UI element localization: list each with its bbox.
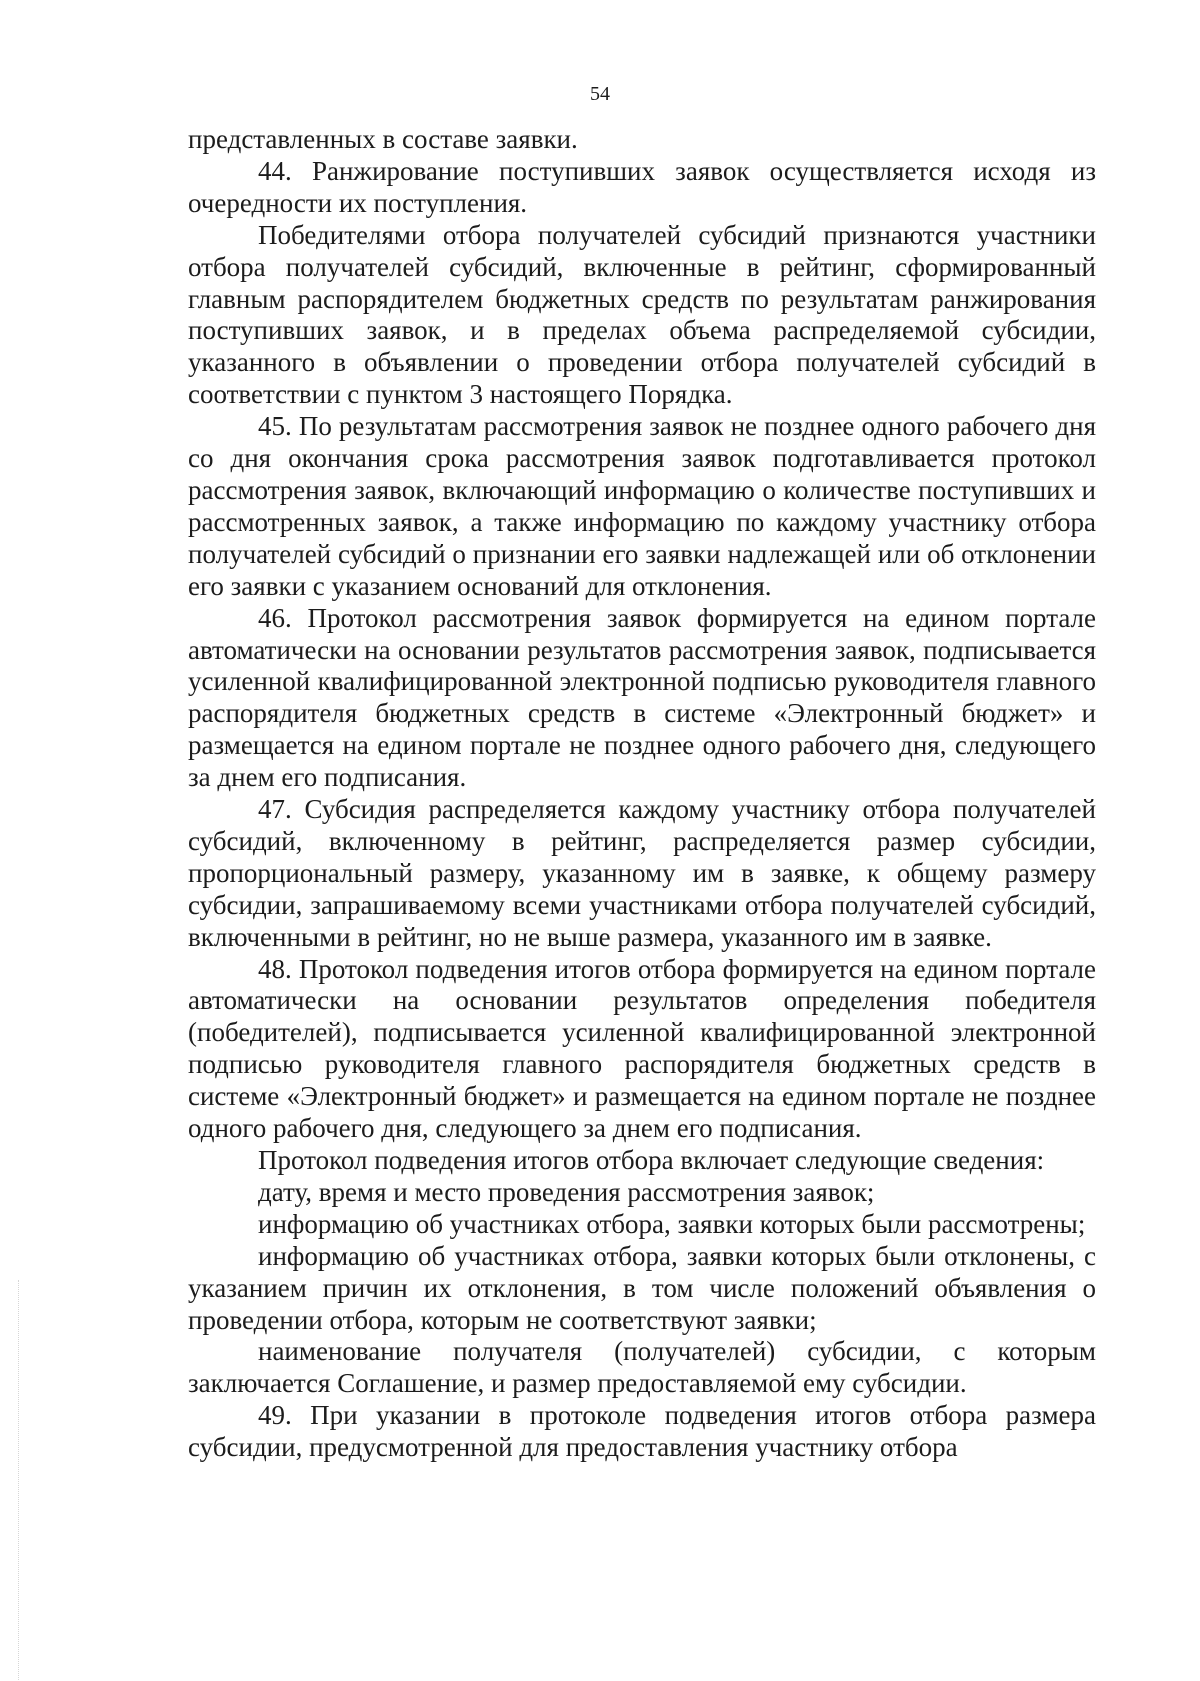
paragraph-winners: Победителями отбора получателей субсидий признаются участники отбора получателей субсидий, включенные в рейтинг, сформированный главным распорядителем бюджетных средств по результатам ранжирования поступивших заявок, и в пределах объема распределяемой субсидии, указанного в объявлении о проведении отбора получателей субсидий в соответствии с пунктом 3 настоящего Порядка.: [188, 219, 1096, 410]
list-item-reviewed-participants: информацию об участниках отбора, заявки которых были рассмотрены;: [258, 1208, 1086, 1239]
page-number: 54: [590, 83, 610, 105]
paragraph-protocol-contents: Протокол подведения итогов отбора включает следующие сведения:: [258, 1145, 1045, 1175]
scan-margin-marks: [18, 1280, 23, 1680]
paragraph-45: 45. По результатам рассмотрения заявок не позднее одного рабочего дня со дня окончания срока рассмотрения заявок подготавливается протокол рассмотрения заявок, включающий информацию о количестве поступивших и рассмотренных заявок, а также информацию по каждому участнику отбора получателей субсидий о признании его заявки надлежащей или об отклонении его заявки с указанием оснований для отклонения.: [188, 411, 1096, 601]
paragraph-continuation: представленных в составе заявки.: [188, 124, 578, 154]
paragraph-46: 46. Протокол рассмотрения заявок формируется на едином портале автоматически на основании результатов рассмотрения заявок, подписывается усиленной квалифицированной электронной подписью руководителя главного распорядителя бюджетных средств в системе «Электронный бюджет» и размещается на едином портале не позднее одного рабочего дня, следующего за днем его подписания.: [188, 602, 1096, 793]
paragraph-49: 49. При указании в протоколе подведения итогов отбора размера субсидии, предусмотренной для предоставления участнику отбора: [188, 1400, 1096, 1463]
list-item-date-time-place: дату, время и место проведения рассмотрения заявок;: [258, 1176, 875, 1207]
paragraph-47: 47. Субсидия распределяется каждому участнику отбора получателей субсидий, включенному в рейтинг, распределяется размер субсидии, пропорциональный размеру, указанному им в заявке, к общему размеру субсидии, запрашиваемому всеми участниками отбора получателей субсидий, включенными в рейтинг, но не выше размера, указанного им в заявке.: [188, 794, 1096, 952]
list-item-recipient-name: наименование получателя (получателей) субсидии, с которым заключается Соглашение, и размер предоставляемой ему субсидии.: [188, 1336, 1096, 1399]
document-body: [188, 124, 1096, 1464]
paragraph-44: 44. Ранжирование поступивших заявок осуществляется исходя из очередности их поступления.: [188, 155, 1096, 218]
list-item-rejected-participants: информацию об участниках отбора, заявки которых были отклонены, с указанием причин их отклонения, в том числе положений объявления о проведении отбора, которым не соответствуют заявки;: [188, 1240, 1096, 1335]
paragraph-48: 48. Протокол подведения итогов отбора формируется на едином портале автоматически на основании результатов определения победителя (победителей), подписывается усиленной квалифицированной электронной подписью руководителя главного распорядителя бюджетных средств в системе «Электронный бюджет» и размещается на едином портале не позднее одного рабочего дня, следующего за днем его подписания.: [188, 953, 1096, 1144]
